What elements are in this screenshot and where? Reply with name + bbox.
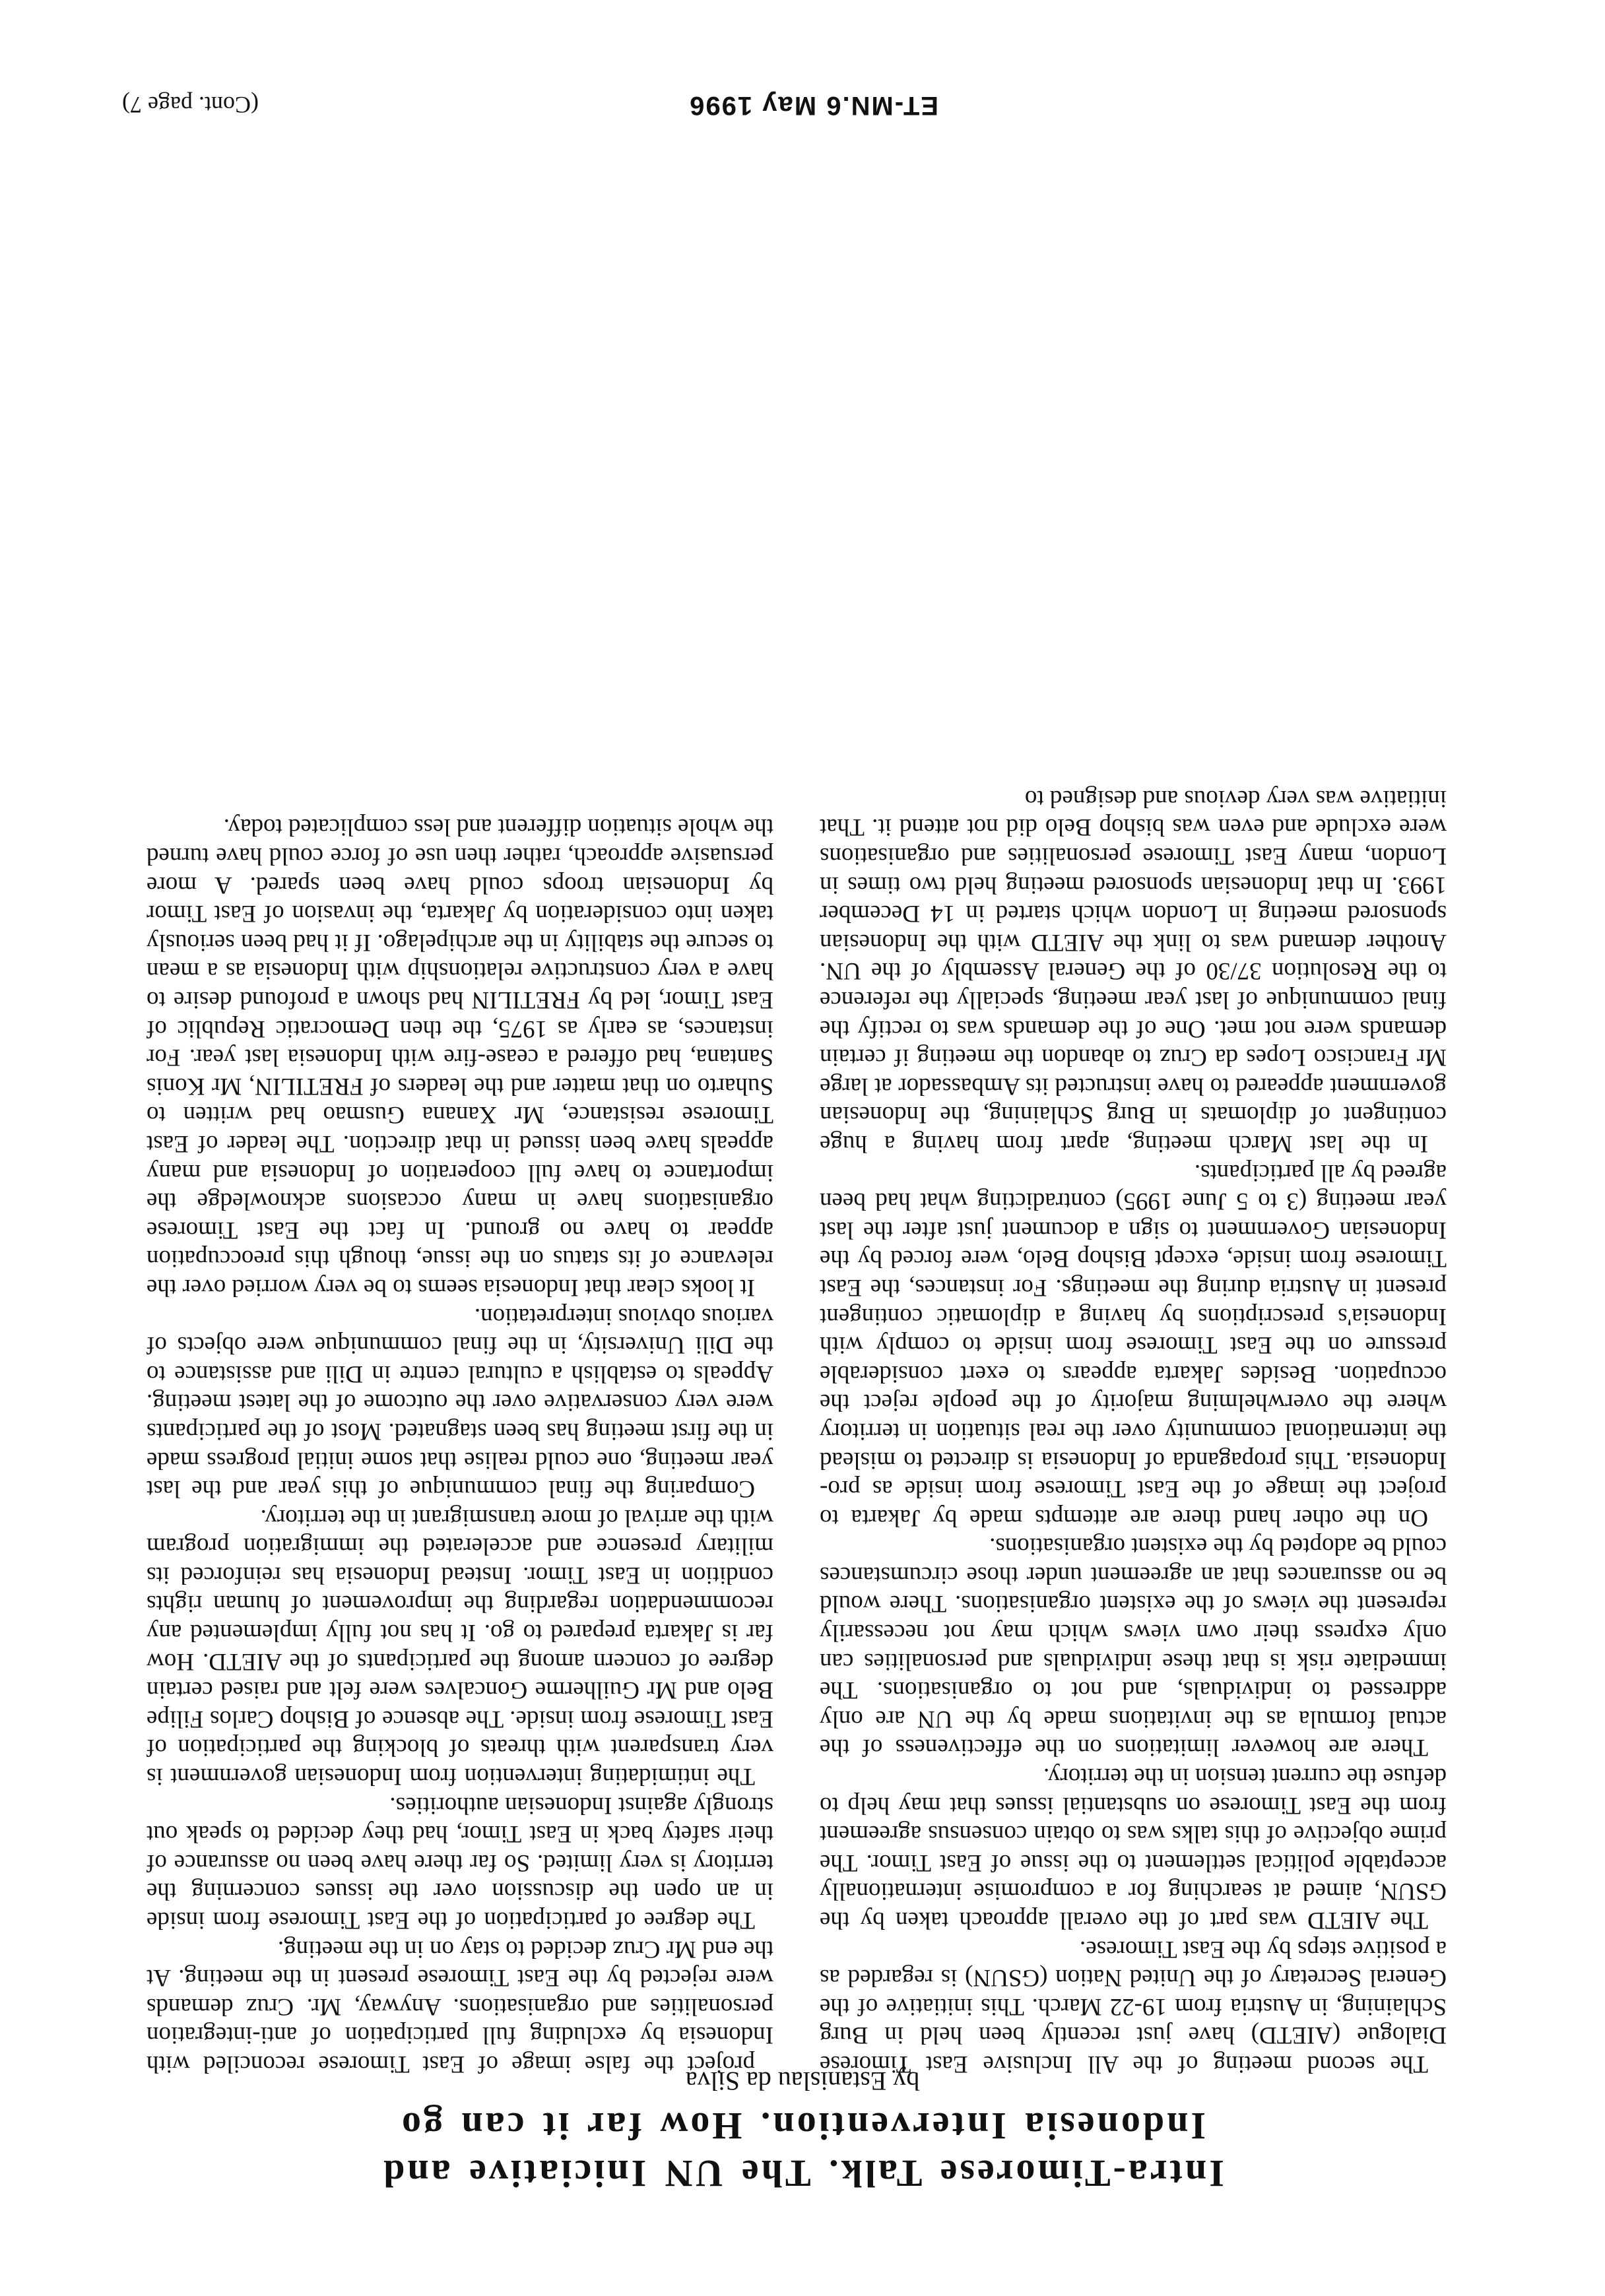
article-title-line-2: Indonesia Intervention. How far it can go	[399, 2105, 1206, 2148]
paragraph: It looks clear that Indonesia seems to be very worried over the relevance of its status on the issue, though this preoccupation appear to have no ground. In fact the East Timorese organisations have in many occasions acknowledge the importance to have full cooperation of Indonesia and many appeals have been issued in that direction. The leader of East Timorese resistance, Mr Xanana Gusmao had written to Suharto on that matter and the leaders of FRETILIN, Mr Konis Santana, had offered a cease-fire with Indonesia last year. For instances, as early as 1975, the then Democratic Republic of East Timor, led by FRETILIN had shown a profound desire to have a very constructive relationship with Indonesia as a mean to secure the stability in the archipelago. If it had been seriously taken into consideration by Jakarta, the invasion of East Timor by Indonesian troops could have been spared. A more persuasive approach, rather then use of force could have turned the whole situation different and less complicated today.	[147, 813, 773, 1301]
paragraph: The degree of participation of the East Timorese from inside in an open the discussion over the issues concerning the territory is very limited. So far there have been no assurance of their safety back in East Timor, had they decided to speak out strongly against Indonesian authorities.	[147, 1791, 773, 1934]
text-column-right	[147, 191, 773, 2078]
text-column-left	[820, 191, 1447, 2078]
paragraph: Comparing the final communique of this year and the last year meeting, one could realise that some initial progress made in the first meeting has been stagnated. Most of the participants were very conservative over the outcome of the latest meeting. Appeals to establish a cultural centre in Dili and assistance to the Dili University, in the final communique were objects of various obvious interpretation.	[147, 1302, 773, 1503]
paragraph: The AIETD was part of the overall approach taken by the GSUN, aimed at searching for a compromise internationally acceptable political settlement to the issue of East Timor. The prime objective of this talks was to obtain consensus agreement from the East Timorese on substantial issues that may help to defuse the current tension in the territory.	[820, 1763, 1447, 1934]
paragraph: There are however limitations on the effectiveness of the actual formula as the invitations made by the UN are only addressed to individuals, and not to organisations. The immediate risk is that these individuals and personalities can only express their own views which may not necessarily represent the views of the existent organisations. There would be no assurances that an agreement under those circumstances could be adopted by the existent organisations.	[820, 1533, 1447, 1762]
page-footer	[0, 80, 1605, 120]
paragraph: On the other hand there are attempts made by Jakarta to project the image of the East Timorese from inside as pro-Indonesia. This propaganda of Indonesia is directed to mislead the international community over the real situation in territory where the overwhelming majority of the people reject the occupation. Besides Jakarta appears to exert considerable pressure on the East Timorese from inside to comply with Indonesia's prescriptions by having a diplomatic contingent present in Austria during the meetings. For instances, the East Timorese from inside, except Bishop Belo, were forced by the Indonesian Government to sign a document just after the last year meeting (3 to 5 June 1995) contradicting what had been agreed by all participants.	[820, 1159, 1447, 1531]
article-byline: by Estanislau da Silva	[685, 2066, 920, 2096]
issue-identifier: ET-MN.6 May 1996	[688, 91, 938, 120]
continued-note: (Cont. page 7)	[122, 92, 259, 118]
paragraph: project the false image of East Timorese reconciled with Indonesia by excluding full participation of anti-integration personalities and organisations. Anyway, Mr. Cruz demands were rejected by the East Timorese present in the meeting. At the end Mr Cruz decided to stay on in the meeting.	[147, 1935, 773, 2078]
paragraph: The intimidating intervention from Indonesian government is very transparent with threats of blocking the participation of East Timorese from inside. The absence of Bishop Carlos Filipe Belo and Mr Guilherme Goncalves were felt and raised certain degree of concern among the participants of the AIETD. How far is Jakarta prepared to go. It has not fully implemented any recommendation regarding the improvement of human rights condition in East Timor. Instead Indonesia has reinforced its military presence and accelerated the immigration program with the arrival of more transmigrant in the territory.	[147, 1504, 773, 1791]
article-header	[0, 2064, 1605, 2197]
paragraph: The second meeting of the All Inclusive East Timorese Dialogue (AIETD) have just recently been held in Burg Schlaining, in Austria from 19-22 March. This initiative of the General Secretary of the United Nation (GSUN) is regarded as a positive steps by the East Timorese.	[820, 1935, 1447, 2078]
paragraph: In the last March meeting, apart from having a huge contingent of diplomats in Burg Schlaining, the Indonesian government appeared to have instructed its Ambassador at large Mr Francisco Lopes da Cruz to abandon the meeting if certain demands were not met. One of the demands was to rectify the final communique of last year meeting, specially the reference to the Resolution 37/30 of the General Assembly of the UN. Another demand was to link the AIETD with the Indonesian sponsored meeting in London which started in 14 December 1993. In that Indonesian sponsored meeting held two times in London, many East Timorese personalities and organisations were exclude and even was bishop Belo did not attend it. That initiative was very devious and designed to	[820, 784, 1447, 1157]
article-title-line-1: Intra-Timorese Talk. The UN Iniciative and	[381, 2152, 1224, 2195]
